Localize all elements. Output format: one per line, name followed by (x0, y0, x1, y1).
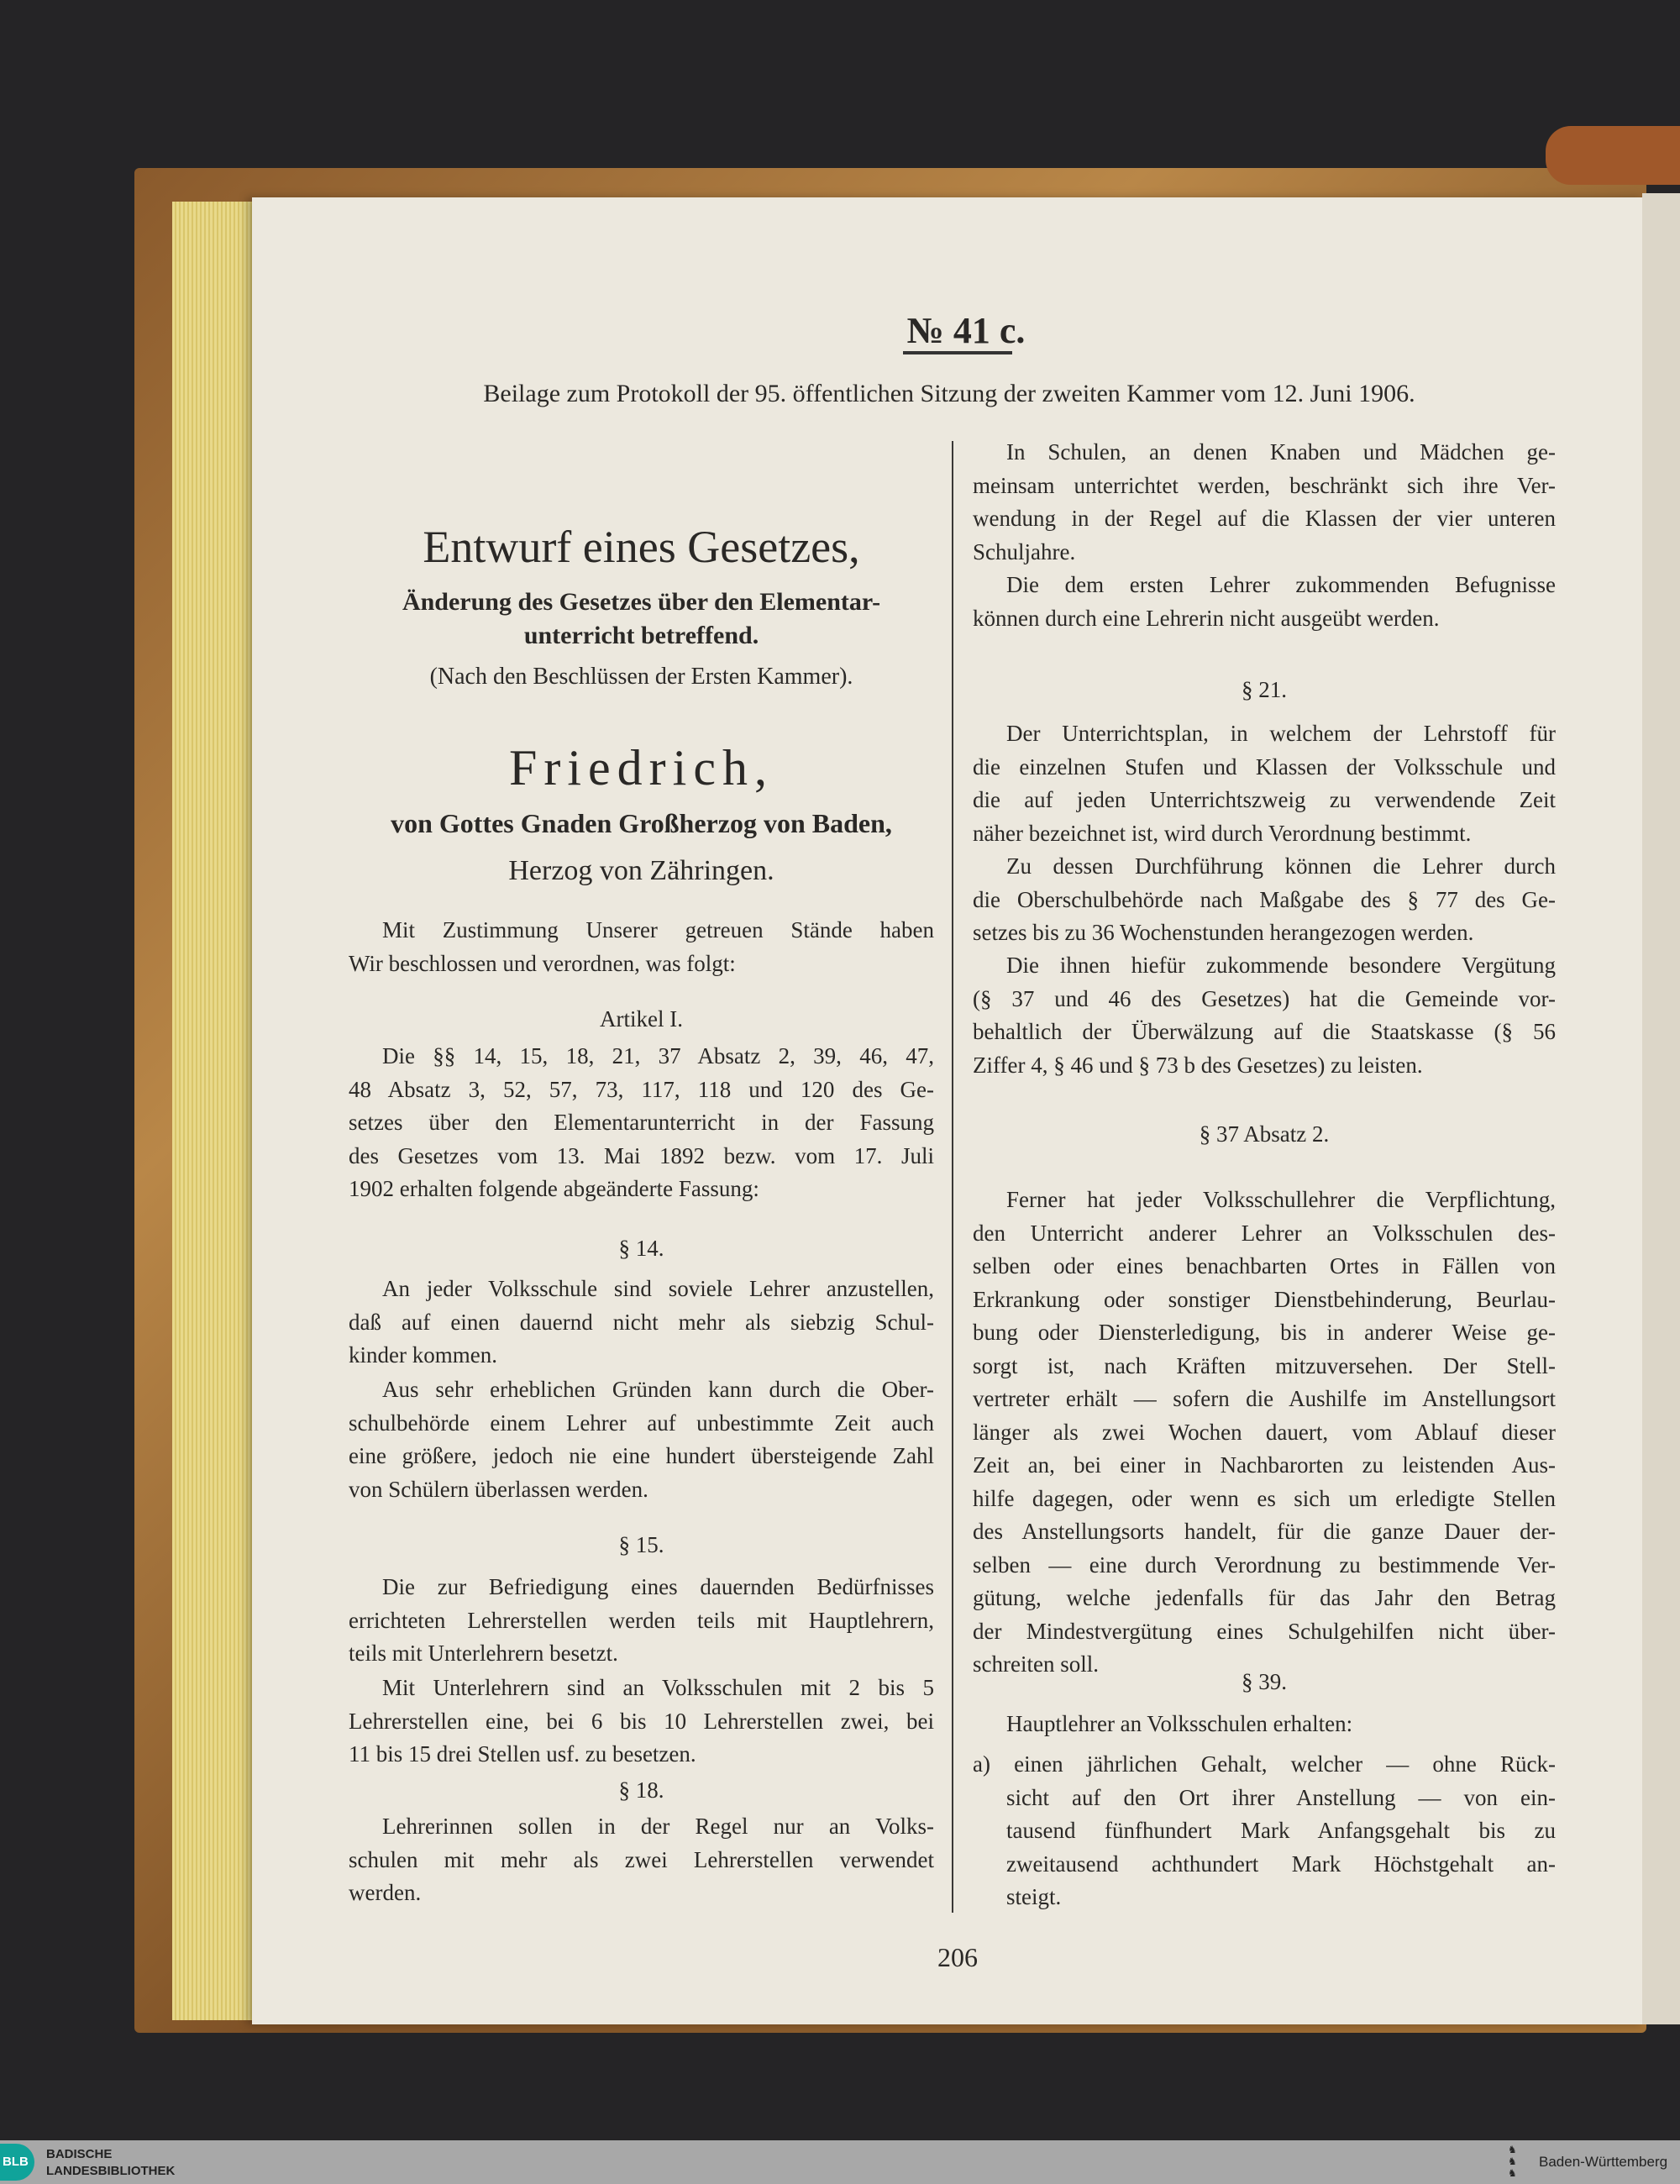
text-line: werden. (349, 1880, 422, 1905)
bookmark-strap (1546, 126, 1680, 185)
text-line: Schuljahre. (973, 538, 1076, 564)
document-number: № 41 c. (906, 310, 1026, 351)
blb-logo[interactable]: BLB (0, 2144, 34, 2181)
text-line: selben oder eines benachbarten Ortes in Fällen von (973, 1253, 1556, 1278)
text-line: Mit Unterlehrern sind an Volksschulen mit 2 bis 5 (382, 1675, 934, 1700)
state-name[interactable]: Baden-Württemberg (1539, 2154, 1668, 2170)
text-line: Der Unterrichtsplan, in welchem der Lehrstoff für (1006, 721, 1556, 746)
text-line: die einzelnen Stufen und Klassen der Volksschule und (973, 753, 1556, 780)
text-line: sicht auf den Ort ihrer Anstellung — von ein- (1006, 1784, 1556, 1810)
text-line: der Mindestvergütung eines Schulgehilfen nicht über- (973, 1618, 1556, 1644)
text-line: vertreter erhält — sofern die Aushilfe im Anstellungsort (973, 1386, 1556, 1411)
paragraph (349, 1571, 934, 1671)
text-line: Lehrerstellen eine, bei 6 bis 10 Lehrerstellen zwei, bei (349, 1708, 934, 1734)
text-line: Die zur Befriedigung eines dauernden Bedürfnisses (382, 1574, 934, 1599)
text-line: Zeit an, bei einer in Nachbarorten zu leistenden Aus- (973, 1452, 1556, 1478)
text-line: gütung, welche jedenfalls für das Jahr den Betrag (973, 1585, 1556, 1610)
text-line: Die §§ 14, 15, 18, 21, 37 Absatz 2, 39, 46, 47, (382, 1043, 934, 1068)
paragraph (349, 1273, 934, 1373)
text-line: Aus sehr erheblichen Gründen kann durch die Ober- (382, 1377, 934, 1402)
text-line: Die ihnen hiefür zukommende besondere Vergütung (1006, 953, 1556, 978)
text-line: setzes über den Elementarunterricht in der Fassung (349, 1110, 934, 1135)
text-line: die Oberschulbehörde nach Maßgabe des § 77 des Ge- (973, 886, 1556, 912)
text-line: näher bezeichnet ist, wird durch Verordnung bestimmt. (973, 820, 1472, 846)
law-subject-2: unterricht betreffend. (523, 622, 759, 649)
text-line: länger als zwei Wochen dauert, vom Ablauf dieser (973, 1419, 1556, 1445)
text-line: tausend fünfhundert Mark Anfangsgehalt bis zu (1006, 1818, 1556, 1843)
text-line: In Schulen, an denen Knaben und Mädchen ge- (1006, 439, 1556, 465)
text-line: wendung in der Regel auf die Klassen der vier unteren (973, 506, 1556, 531)
library-name-2: LANDESBIBLIOTHEK (46, 2164, 176, 2178)
state-lions-icon: ♞ ♞ ♞ (1508, 2144, 1517, 2179)
footer-bar (0, 2140, 1680, 2184)
text-line: An jeder Volksschule sind soviele Lehrer anzustellen, (382, 1276, 934, 1301)
paragraph (349, 1672, 934, 1772)
text-line: Ferner hat jeder Volksschullehrer die Verpflichtung, (1006, 1187, 1556, 1212)
text-line: schreiten soll. (973, 1651, 1099, 1677)
text-line: 1902 erhalten folgende abgeänderte Fassung: (349, 1176, 759, 1201)
document-subtitle: Beilage zum Protokoll der 95. öffentlichen Sitzung der zweiten Kammer vom 12. Juni 1906. (483, 380, 1415, 407)
paragraph (973, 436, 1556, 569)
text-line: steigt. (1006, 1884, 1062, 1909)
page-number: 206 (937, 1942, 978, 1972)
text-line: meinsam unterrichtet werden, beschränkt sich ihre Ver- (973, 472, 1556, 498)
law-note: (Nach den Beschlüssen der Ersten Kammer). (429, 664, 853, 690)
text-line: Mit Zustimmung Unserer getreuen Stände haben (382, 917, 934, 942)
law-subject-1: Änderung des Gesetzes über den Elementar- (402, 588, 881, 616)
text-line: teils mit Unterlehrern besetzt. (349, 1641, 618, 1666)
text-line: Zu dessen Durchführung können die Lehrer durch (1006, 853, 1556, 879)
text-line: kinder kommen. (349, 1342, 497, 1368)
paragraph (349, 914, 934, 980)
paragraph (349, 1810, 934, 1910)
paragraph (973, 1708, 1556, 1741)
facing-page-edge (1642, 193, 1680, 2024)
text-line: a) einen jährlichen Gehalt, welcher — ohne Rück- (973, 1751, 1556, 1777)
text-line: 11 bis 15 drei Stellen usf. zu besetzen. (349, 1741, 696, 1767)
text-line: selben — eine durch Verordnung zu bestimmende Ver- (973, 1551, 1556, 1578)
text-line: des Anstellungsorts handelt, für die ganze Dauer der- (973, 1519, 1556, 1544)
section-heading: § 37 Absatz 2. (1199, 1121, 1330, 1147)
text-line: sorgt ist, nach Kräften mitzuversehen. Der Stell- (973, 1352, 1556, 1378)
column-divider (952, 441, 953, 1913)
text-line: Lehrerinnen sollen in der Regel nur an Volks- (382, 1814, 934, 1839)
text-line: Wir beschlossen und verordnen, was folgt: (349, 950, 736, 976)
paragraph (973, 1748, 1556, 1914)
paragraph (973, 569, 1556, 635)
section-heading: § 39. (1242, 1669, 1287, 1694)
text-line: daß auf einen dauernd nicht mehr als siebzig Schul- (349, 1309, 934, 1335)
text-line: Hauptlehrer an Volksschulen erhalten: (1006, 1711, 1353, 1736)
text-line: des Gesetzes vom 13. Mai 1892 bezw. vom 17. Juli (349, 1142, 934, 1168)
section-heading: § 15. (618, 1532, 664, 1557)
text-line: Erkrankung oder sonstiger Dienstbehinderung, Beurlau- (973, 1286, 1556, 1312)
text-line: Ziffer 4, § 46 und § 73 b des Gesetzes) zu leisten. (973, 1052, 1423, 1078)
paragraph (973, 717, 1556, 850)
text-line: von Schülern überlassen werden. (349, 1476, 648, 1502)
text-line: setzes bis zu 36 Wochenstunden herangezogen werden. (973, 920, 1474, 945)
number-underline (903, 351, 1012, 354)
paragraph (349, 1040, 934, 1206)
section-heading: Artikel I. (600, 1006, 683, 1032)
text-line: errichteten Lehrerstellen werden teils mit Hauptlehrern, (349, 1607, 934, 1633)
law-title: Entwurf eines Gesetzes, (423, 522, 860, 572)
text-line: Die dem ersten Lehrer zukommenden Befugnisse (1006, 572, 1556, 597)
sovereign-name: Friedrich, (509, 740, 774, 795)
text-line: eine größere, jedoch nie eine hundert übersteigende Zahl (349, 1443, 934, 1468)
library-name-1: BADISCHE (46, 2147, 113, 2161)
paragraph (349, 1373, 934, 1506)
text-line: 48 Absatz 3, 52, 57, 73, 117, 118 und 120 des Ge- (349, 1076, 934, 1102)
section-heading: § 21. (1242, 677, 1287, 702)
text-line: können durch eine Lehrerin nicht ausgeübt werden. (973, 605, 1440, 631)
text-line: bung oder Diensterledigung, bis in anderer Weise ge- (973, 1320, 1556, 1345)
text-line: schulbehörde einem Lehrer auf unbestimmte Zeit auch (349, 1410, 934, 1436)
text-line: (§ 37 und 46 des Gesetzes) hat die Gemeinde vor- (973, 985, 1556, 1011)
paragraph (973, 1184, 1556, 1682)
sovereign-title: von Gottes Gnaden Großherzog von Baden, (391, 808, 892, 838)
section-heading: § 14. (618, 1236, 664, 1261)
text-line: hilfe dagegen, oder wenn es sich um erledigte Stellen (973, 1485, 1556, 1511)
text-line: den Unterricht anderer Lehrer an Volksschulen des- (973, 1220, 1556, 1246)
text-line: behaltlich der Überwälzung auf die Staatskasse (§ 56 (973, 1019, 1556, 1044)
sovereign-subtitle: Herzog von Zähringen. (508, 855, 774, 886)
text-line: die auf jeden Unterrichtszweig zu verwendende Zeit (973, 787, 1556, 812)
text-line: schulen mit mehr als zwei Lehrerstellen verwendet (349, 1846, 934, 1872)
section-heading: § 18. (618, 1777, 664, 1803)
text-line: zweitausend achthundert Mark Höchstgehalt an- (1006, 1851, 1556, 1877)
paragraph (973, 949, 1556, 1082)
paragraph (973, 850, 1556, 950)
